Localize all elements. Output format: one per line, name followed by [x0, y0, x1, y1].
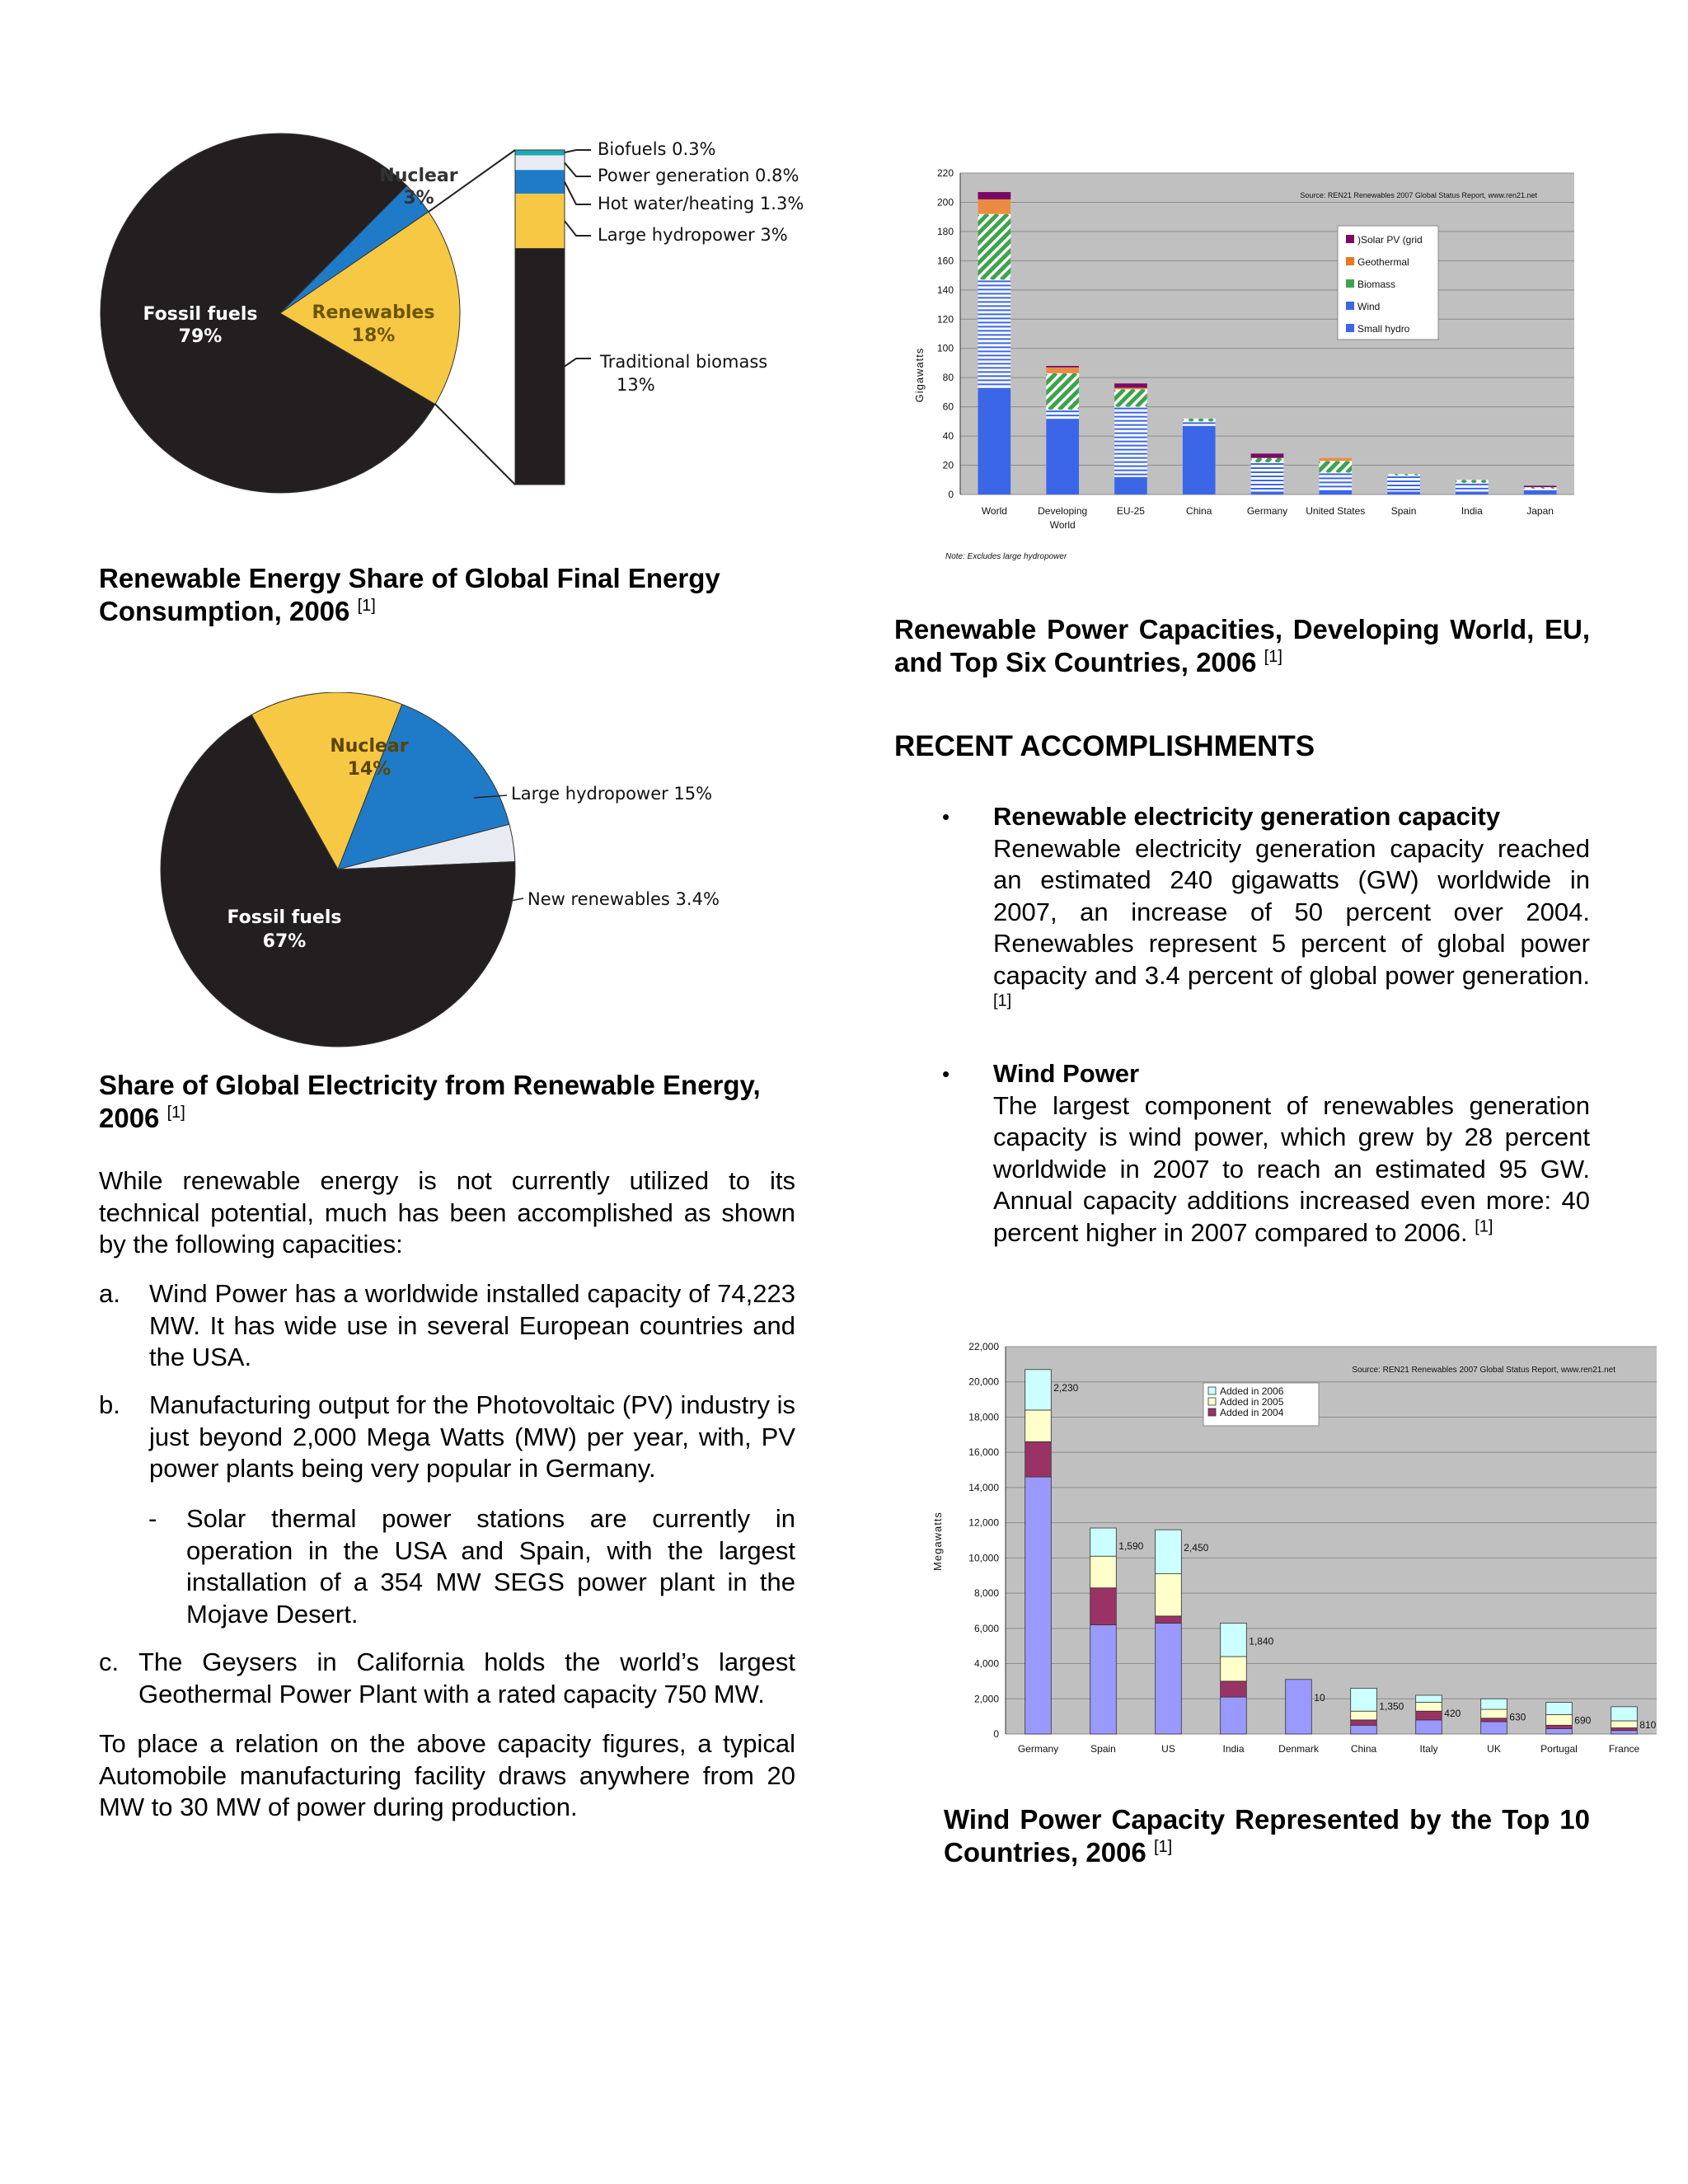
item-a-text: Wind Power has a worldwide installed capacity of 74,223 MW. It has wide use in several European countries and the USA. — [149, 1279, 795, 1371]
chart1-bar-fill — [1114, 477, 1147, 494]
chart1-legend-swatch — [1346, 302, 1354, 310]
chart2-bar-added-in-2006 — [1611, 1707, 1638, 1721]
chart2-data-label: 1,840 — [1249, 1635, 1274, 1647]
pie1-callout-power: Power generation 0.8% — [598, 166, 799, 185]
chart2-ytick-label: 6,000 — [973, 1622, 999, 1634]
chart1-ytick-label: 140 — [936, 284, 954, 296]
chart2-legend-label: Added in 2004 — [1220, 1407, 1284, 1418]
chart2-data-label: 10 — [1314, 1691, 1325, 1704]
chart2-bar-added-in-2005 — [1025, 1410, 1052, 1441]
chart1-bar-solar-pv-grid — [1046, 366, 1079, 368]
chart2-xtick-label: Denmark — [1278, 1743, 1319, 1755]
chart1-bar-hatch-line — [1462, 480, 1465, 483]
accomplishment-2-title: Wind Power — [993, 1059, 1140, 1088]
accomplishment-item-1 — [993, 801, 1590, 1024]
intro-paragraph: While renewable energy is not currently utilized to its technical potential, much has been accomplished as shown by the following capacities: — [99, 1166, 795, 1258]
pie1-fossil-label: Fossil fuels — [143, 304, 258, 325]
chart2-ytick-label: 18,000 — [968, 1411, 999, 1423]
pie2-hydro-label: Large hydropower 15% — [511, 784, 713, 804]
chart2-bar-added-in-2004 — [1221, 1681, 1247, 1697]
chart2-ytick-label: 22,000 — [968, 1341, 999, 1352]
pie1-nuclear-pct: 3% — [403, 188, 434, 209]
chart2-xtick-label: China — [1350, 1743, 1377, 1755]
pie1-fossil-pct: 79% — [178, 326, 223, 347]
pie1-renew-label: Renewables — [312, 302, 435, 323]
chart2-bar-added-in-2005 — [1481, 1709, 1507, 1718]
item-b-marker: b. — [99, 1390, 120, 1419]
chart2-bar-added-in-2005 — [1546, 1715, 1573, 1726]
chart2-ytick-label: 12,000 — [968, 1516, 999, 1529]
chart1-legend-label: Wind — [1357, 301, 1381, 312]
chart1-bar-solar-pv-grid — [1114, 383, 1147, 387]
chart1-bar-wind — [1319, 472, 1352, 490]
chart2-bar-base — [1351, 1725, 1377, 1734]
chart2-bar-added-in-2004 — [1025, 1441, 1052, 1477]
chart2-data-label: 2,450 — [1184, 1542, 1209, 1554]
pie1-caption-text: Renewable Energy Share of Global Final Energy Consumption, 2006 — [99, 563, 720, 626]
chart1-ylabel: Gigawatts — [913, 347, 926, 403]
chart2-ytick-label: 20,000 — [968, 1376, 999, 1388]
chart2-ytick-label: 8,000 — [973, 1587, 999, 1600]
sub-item-text: Solar thermal power stations are currently in operation in the USA and Spain, with the largest installation of a 354 MW SEGS power plant in the Mojave Desert. — [186, 1504, 795, 1629]
pie1-caption — [99, 562, 808, 628]
chart1-ytick-label: 160 — [936, 255, 954, 267]
chart2-bar-base — [1286, 1680, 1312, 1734]
pie1-bar-segment-2 — [515, 170, 565, 194]
chart2-data-label: 1,590 — [1118, 1540, 1144, 1553]
chart2-bar-base — [1221, 1697, 1247, 1734]
chart1-ytick-label: 180 — [936, 225, 954, 237]
pie2-caption-ref[interactable]: [1] — [166, 1104, 185, 1122]
chart1-caption-text: Renewable Power Capacities, Developing World, EU, and Top Six Countries, 2006 — [894, 614, 1590, 677]
chart1-ytick-label: 0 — [948, 489, 954, 500]
chart1-xtick-label: Japan — [1526, 505, 1554, 517]
chart2-bar-added-in-2004 — [1416, 1711, 1442, 1720]
pie1-breakdown-bar — [515, 150, 565, 485]
accomplishment-1-body: Renewable electricity generation capacity reached an estimated 240 gigawatts (GW) worldwide in 2007, an increase of 50 percent over 2004. Renewables represent 5 percent of global power capacity and 3.4 percent of global power generation. — [993, 833, 1590, 990]
chart2-ytick-label: 10,000 — [968, 1552, 999, 1564]
chart2-bar-added-in-2006 — [1416, 1695, 1442, 1703]
chart2-bar-added-in-2004 — [1156, 1616, 1182, 1624]
chart1-bar-fill — [1319, 458, 1352, 462]
chart2-bar-added-in-2005 — [1416, 1703, 1442, 1712]
chart2-xtick-label: Portugal — [1540, 1743, 1578, 1755]
chart1-bar-hatch-line — [1199, 419, 1203, 422]
pie1-callout-line-2 — [565, 182, 591, 204]
item-c-marker: c. — [99, 1647, 120, 1676]
pie2-new-label: New renewables 3.4% — [528, 889, 720, 909]
chart2-bar-base — [1416, 1720, 1442, 1734]
bullet-2: • — [942, 1062, 950, 1086]
pie1-bar-segment-3 — [515, 194, 565, 248]
chart1-bar-fill — [1046, 368, 1079, 373]
chart1-ytick-label: 80 — [942, 372, 954, 384]
chart2-ytick-label: 14,000 — [968, 1481, 999, 1493]
chart1-ytick-label: 60 — [942, 401, 954, 413]
chart2-data-label: 810 — [1639, 1718, 1657, 1731]
chart1-xtick-label: United States — [1306, 505, 1366, 517]
chart2-data-label: 1,350 — [1379, 1700, 1404, 1713]
chart1-xtick-label: World — [981, 505, 1007, 517]
chart1-legend-label: Small hydro — [1357, 323, 1410, 335]
pie1-leader-bottom — [435, 404, 515, 485]
chart1-bar-fill — [1524, 490, 1557, 494]
chart2-xtick-label: US — [1161, 1743, 1175, 1755]
chart2-bar-base — [1025, 1477, 1052, 1734]
pie1-callout-hotwater: Hot water/heating 1.3% — [598, 194, 804, 213]
chart2-bar-added-in-2004 — [1090, 1588, 1117, 1625]
pie1-bar-segment-4 — [515, 248, 565, 485]
chart1-bar-fill — [1114, 388, 1147, 390]
pie1-nuclear-label: Nuclear — [379, 166, 458, 186]
chart1-legend-label: Geothermal — [1357, 256, 1409, 268]
chart2-bar-added-in-2005 — [1090, 1556, 1117, 1587]
chart2-y-ticks — [968, 1341, 1006, 1740]
chart1-bar-solar-pv-grid — [1251, 453, 1284, 457]
renewable-capacities-chart — [911, 165, 1599, 569]
chart1-note: Note: Excludes large hydropower — [945, 552, 1067, 561]
accomplishment-1-title: Renewable electricity generation capacity — [993, 802, 1501, 831]
chart1-xtick-label: India — [1461, 505, 1483, 517]
chart1-legend-swatch — [1346, 324, 1354, 332]
chart2-legend-label: Added in 2005 — [1220, 1396, 1284, 1408]
sub-item-marker: - — [148, 1504, 157, 1533]
pie2-fossil-pct: 67% — [262, 931, 307, 952]
chart2-bar-added-in-2004 — [1481, 1718, 1507, 1722]
chart1-ytick-label: 20 — [942, 459, 954, 471]
chart2-bar-added-in-2005 — [1221, 1657, 1247, 1681]
chart2-bar-added-in-2006 — [1546, 1703, 1573, 1715]
chart2-bar-base — [1156, 1623, 1182, 1734]
chart1-bar-fill — [1387, 491, 1420, 494]
accomplishment-2-body: The largest component of renewables generation capacity is wind power, which grew by 28 percent worldwide in 2007 to reach an estimated 95 GW. Annual capacity additions increased even more: 40 percent higher in 2007 compared to 2006. — [993, 1090, 1590, 1247]
item-b-text: Manufacturing output for the Photovoltaic (PV) industry is just beyond 2,000 Mega Watts (MW) per year, with, PV power plants being very popular in Germany. — [149, 1390, 796, 1483]
chart2-bar-added-in-2004 — [1546, 1725, 1573, 1728]
chart1-legend-label: Biomass — [1357, 279, 1396, 290]
chart2-data-label: 2,230 — [1053, 1381, 1079, 1394]
pie2-caption-text: Share of Global Electricity from Renewable Energy, 2006 — [99, 1070, 761, 1133]
chart1-bar-hatch-line — [1552, 487, 1554, 489]
chart2-legend-label: Added in 2006 — [1220, 1385, 1284, 1397]
chart2-xtick-label: Germany — [1017, 1743, 1059, 1755]
chart1-bar-fill — [1183, 426, 1216, 494]
pie1-callout-line-4 — [565, 359, 591, 367]
chart1-bar-solar-pv-grid — [978, 192, 1011, 199]
pie1-callout-biofuels: Biofuels 0.3% — [598, 139, 716, 159]
pie1-callout-line-3 — [565, 221, 591, 236]
chart2-caption — [944, 1803, 1590, 1869]
chart2-xtick-label: France — [1608, 1743, 1640, 1755]
chart1-bar-solar-pv-grid — [1524, 485, 1557, 487]
chart1-bar-hatch-line — [1189, 419, 1193, 422]
chart1-bar-fill — [1319, 490, 1352, 494]
chart1-bar-hatch-line — [1209, 419, 1212, 422]
chart1-bar-fill — [978, 388, 1011, 494]
chart2-xtick-label: India — [1222, 1743, 1245, 1755]
chart2-caption-ref[interactable]: [1] — [1153, 1838, 1173, 1856]
chart1-legend-swatch — [1346, 279, 1354, 288]
chart2-bar-base — [1546, 1729, 1573, 1734]
chart1-bar-hatch-line — [1415, 474, 1417, 476]
accomplishments-heading: RECENT ACCOMPLISHMENTS — [894, 730, 1315, 762]
chart1-bar-hatch-line — [1482, 480, 1485, 483]
chart2-bar-added-in-2006 — [1090, 1528, 1117, 1556]
chart2-bar-added-in-2006 — [1156, 1530, 1182, 1573]
chart2-legend-swatch — [1208, 1408, 1216, 1416]
chart1-bar-hatch-line — [1395, 474, 1397, 476]
chart2-bar-added-in-2005 — [1611, 1721, 1638, 1728]
chart1-bar-fill — [1046, 420, 1079, 494]
pie-chart-electricity-share — [148, 692, 775, 1063]
chart1-xtick-label: China — [1186, 505, 1212, 517]
chart2-source: Source: REN21 Renewables 2007 Global Status Report, www.ren21.net — [1352, 1366, 1615, 1375]
chart1-bar-fill — [978, 199, 1011, 214]
pie1-callout-hydro: Large hydropower 3% — [598, 225, 788, 245]
chart1-ytick-label: 40 — [942, 430, 954, 443]
chart2-xtick-label: Italy — [1419, 1743, 1438, 1755]
chart2-ytick-label: 0 — [993, 1728, 999, 1740]
chart1-bar-fill — [1251, 491, 1284, 494]
chart1-bar-hatch-line — [1472, 480, 1475, 483]
chart1-legend — [1338, 226, 1438, 340]
chart2-ytick-label: 4,000 — [973, 1657, 999, 1670]
pie1-caption-ref[interactable]: [1] — [357, 597, 376, 615]
accomplishment-2-ref[interactable]: [1] — [1475, 1217, 1493, 1236]
chart2-bar-added-in-2005 — [1156, 1574, 1182, 1616]
chart2-ylabel: Megawatts — [931, 1511, 944, 1571]
chart2-bar-added-in-2006 — [1351, 1688, 1377, 1711]
chart2-ytick-label: 2,000 — [973, 1693, 999, 1705]
chart1-ytick-label: 200 — [936, 196, 954, 209]
chart1-xtick-label: Germany — [1246, 505, 1288, 517]
chart2-x-labels — [1018, 1743, 1640, 1755]
chart2-ytick-label: 16,000 — [968, 1446, 999, 1459]
chart2-data-label: 420 — [1444, 1708, 1461, 1719]
chart1-legend-swatch — [1346, 235, 1354, 243]
pie1-callout-line-0 — [565, 150, 591, 152]
chart2-xtick-label: UK — [1487, 1743, 1501, 1755]
chart1-caption — [894, 613, 1590, 679]
chart2-bar-base — [1611, 1731, 1638, 1734]
chart2-data-label: 690 — [1574, 1714, 1592, 1727]
chart1-bar-hatch-line — [1405, 474, 1407, 476]
chart2-bar-added-in-2004 — [1351, 1720, 1377, 1725]
chart2-legend-swatch — [1208, 1387, 1216, 1394]
chart1-xtick-label: World — [1049, 519, 1076, 531]
chart2-bar-base — [1481, 1722, 1507, 1734]
chart2-xtick-label: Spain — [1090, 1743, 1116, 1755]
chart1-bar-wind — [1524, 489, 1557, 490]
wind-power-chart — [923, 1327, 1665, 1764]
chart1-legend-label: )Solar PV (grid — [1357, 234, 1423, 246]
pie1-callout-biomass-pct: 13% — [617, 375, 655, 395]
pie1-bar-segment-0 — [515, 150, 565, 156]
accomplishment-2-text — [993, 1090, 1590, 1249]
pie-chart-energy-share — [99, 132, 824, 503]
pie2-nuclear-pct: 14% — [347, 759, 392, 780]
pie2-fossil-label: Fossil fuels — [227, 907, 342, 928]
chart1-ytick-label: 220 — [936, 167, 954, 179]
chart2-legend — [1203, 1383, 1319, 1426]
chart2-data-label: 630 — [1509, 1711, 1526, 1723]
pie1-callout-biomass: Traditional biomass — [600, 352, 768, 372]
chart1-xtick-label: EU-25 — [1116, 505, 1145, 517]
chart1-ytick-label: 120 — [936, 313, 954, 326]
accomplishment-1-ref[interactable]: [1] — [993, 991, 1012, 1010]
chart2-bar-added-in-2005 — [1351, 1711, 1377, 1720]
chart2-caption-text: Wind Power Capacity Represented by the Top 10 Countries, 2006 — [944, 1804, 1590, 1868]
pie2-nuclear-label: Nuclear — [330, 736, 409, 757]
chart2-legend-swatch — [1208, 1398, 1216, 1405]
chart1-bar-hatch-line — [1542, 487, 1544, 489]
chart2-bar-added-in-2006 — [1025, 1370, 1052, 1410]
pie1-renew-pct: 18% — [351, 326, 396, 346]
accomplishment-item-2 — [993, 1058, 1590, 1249]
pie1-callout-line-1 — [565, 162, 591, 176]
chart1-legend-swatch — [1346, 257, 1354, 265]
chart2-bar-added-in-2006 — [1221, 1623, 1247, 1657]
chart1-caption-ref[interactable]: [1] — [1264, 648, 1282, 666]
chart2-bar-added-in-2006 — [1481, 1699, 1507, 1709]
closing-paragraph: To place a relation on the above capacity figures, a typical Automobile manufacturing facility draws anywhere from 20 MW to 30 MW of power during production. — [99, 1729, 795, 1821]
chart1-xtick-label: Developing — [1038, 505, 1088, 517]
chart1-bar-fill — [1456, 491, 1489, 494]
item-c-text: The Geysers in California holds the world’s largest Geothermal Power Plant with a rated capacity 750 MW. — [138, 1647, 795, 1708]
pie1-bar-segment-1 — [515, 156, 565, 171]
pie2-caption — [99, 1069, 808, 1135]
chart2-bar-added-in-2004 — [1611, 1728, 1638, 1731]
chart1-bar-hatch-line — [1532, 487, 1534, 489]
chart1-xtick-label: Spain — [1390, 505, 1417, 517]
accomplishment-1-text — [993, 833, 1590, 1024]
chart1-source: Source: REN21 Renewables 2007 Global Status Report, www.ren21.net — [1300, 191, 1537, 199]
bullet-1: • — [942, 804, 950, 829]
chart1-ytick-label: 100 — [936, 342, 954, 354]
chart2-bar-base — [1090, 1625, 1117, 1734]
item-a-marker: a. — [99, 1279, 120, 1308]
